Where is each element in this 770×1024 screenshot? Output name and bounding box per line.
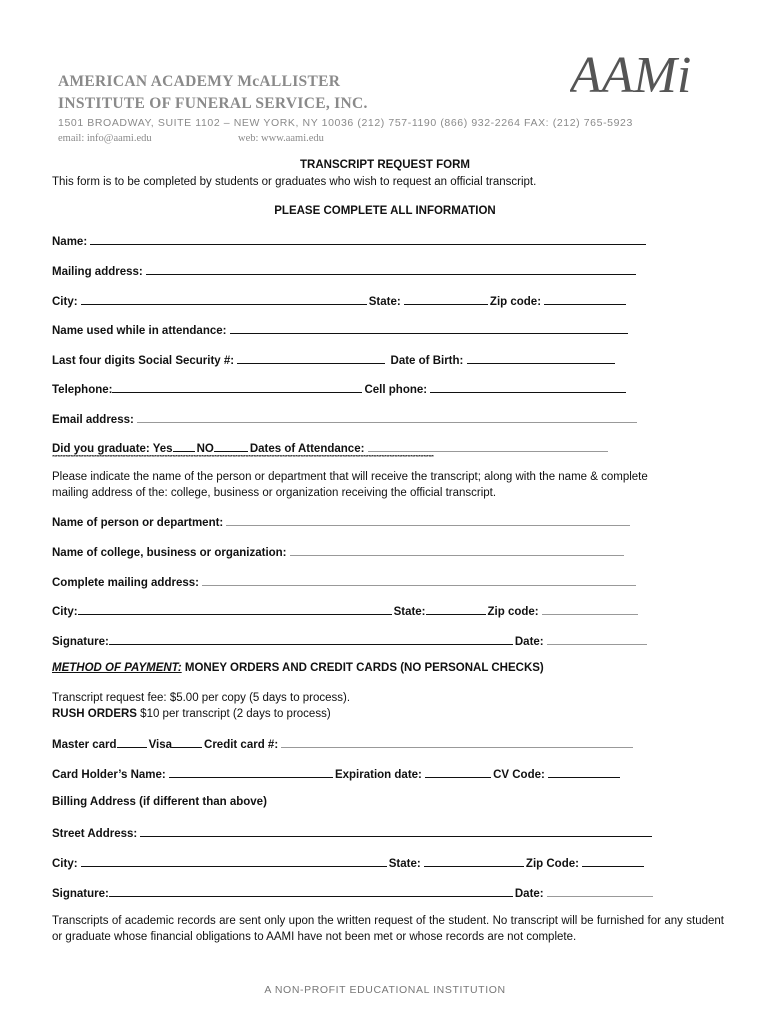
street-line[interactable] xyxy=(140,825,652,837)
cell-line[interactable] xyxy=(430,381,626,393)
billing-signature-row xyxy=(52,885,652,900)
mailing-address-line[interactable] xyxy=(146,263,636,275)
dates-label: Dates of Attendance: xyxy=(249,443,365,455)
logo-text: AAMi xyxy=(570,47,692,104)
email-line[interactable] xyxy=(137,411,637,423)
dob-label: Date of Birth: xyxy=(390,355,464,367)
telephone-row xyxy=(52,381,652,396)
recipient-person-line[interactable] xyxy=(226,514,630,526)
cell-label: Cell phone: xyxy=(364,384,428,396)
billing-zip-label: Zip Code: xyxy=(525,858,579,870)
no-label: NO xyxy=(196,443,214,455)
visa-line[interactable] xyxy=(172,736,202,748)
recipient-mailing-line[interactable] xyxy=(202,574,636,586)
billing-state-line[interactable] xyxy=(424,855,524,867)
ssn-line[interactable] xyxy=(237,352,385,364)
graduate-label: Did you graduate: Yes xyxy=(52,443,173,455)
form-title: TRANSCRIPT REQUEST FORM xyxy=(300,159,470,171)
org-name-line1: AMERICAN ACADEMY McALLISTER xyxy=(58,73,341,90)
recipient-zip-label: Zip code: xyxy=(487,606,539,618)
visa-label: Visa xyxy=(148,739,173,751)
billing-signature-line[interactable] xyxy=(109,885,513,897)
rush-text: $10 per transcript (2 days to process) xyxy=(136,708,331,720)
recipient-signature-label: Signature: xyxy=(52,636,109,648)
zip-label: Zip code: xyxy=(489,296,542,308)
recipient-mailing-row xyxy=(52,574,652,589)
org-email: email: info@aami.edu xyxy=(58,133,152,144)
billing-heading: Billing Address (if different than above) xyxy=(52,796,267,808)
mailing-address-row xyxy=(52,263,652,278)
dates-line[interactable] xyxy=(368,440,608,452)
expiration-label: Expiration date: xyxy=(334,769,422,781)
telephone-line[interactable] xyxy=(112,381,362,393)
name-attendance-line[interactable] xyxy=(230,322,628,334)
recipient-person-row xyxy=(52,514,652,529)
recipient-signature-line[interactable] xyxy=(109,633,513,645)
org-name-line2: INSTITUTE OF FUNERAL SERVICE, INC. xyxy=(58,95,368,112)
recipient-signature-row xyxy=(52,633,652,648)
card-holder-row xyxy=(52,766,652,781)
billing-date-line[interactable] xyxy=(547,885,653,897)
card-holder-label: Card Holder’s Name: xyxy=(52,769,166,781)
email-label: Email address: xyxy=(52,414,134,426)
recipient-state-label: State: xyxy=(393,606,426,618)
recipient-person-label: Name of person or department: xyxy=(52,517,224,529)
mastercard-line[interactable] xyxy=(117,736,147,748)
billing-city-line[interactable] xyxy=(81,855,387,867)
recipient-city-line[interactable] xyxy=(78,603,392,615)
cv-label: CV Code: xyxy=(493,769,545,781)
billing-signature-label: Signature: xyxy=(52,888,109,900)
recipient-city-label: City: xyxy=(52,606,78,618)
name-attendance-row xyxy=(52,322,652,337)
aami-logo xyxy=(570,42,702,106)
cv-line[interactable] xyxy=(548,766,620,778)
mastercard-label: Master card xyxy=(52,739,117,751)
recipient-org-label: Name of college, business or organization: xyxy=(52,547,287,559)
expiration-line[interactable] xyxy=(425,766,491,778)
street-row xyxy=(52,825,652,840)
name-line[interactable] xyxy=(90,233,646,245)
state-label: State: xyxy=(368,296,401,308)
recipient-zip-line[interactable] xyxy=(542,603,638,615)
form-intro: This form is to be completed by students or graduates who wish to request an official transcript. xyxy=(52,176,537,188)
city-label: City: xyxy=(52,296,78,308)
section-heading: PLEASE COMPLETE ALL INFORMATION xyxy=(274,205,496,217)
dob-line[interactable] xyxy=(467,352,615,364)
billing-date-label: Date: xyxy=(514,888,544,900)
card-type-row xyxy=(52,736,652,751)
payment-method-text: MONEY ORDERS AND CREDIT CARDS (NO PERSONAL CHECKS) xyxy=(181,662,544,674)
footer-text: A NON-PROFIT EDUCATIONAL INSTITUTION xyxy=(264,984,506,996)
state-line[interactable] xyxy=(404,293,488,305)
rush-label: RUSH ORDERS xyxy=(52,708,137,720)
card-holder-line[interactable] xyxy=(169,766,333,778)
street-label: Street Address: xyxy=(52,828,138,840)
billing-state-label: State: xyxy=(388,858,421,870)
name-label: Name: xyxy=(52,236,88,248)
yes-line[interactable] xyxy=(173,440,195,452)
city-state-zip-row xyxy=(52,293,652,308)
recipient-org-row xyxy=(52,544,652,559)
graduate-row xyxy=(52,440,652,455)
org-web: web: www.aami.edu xyxy=(238,133,324,144)
city-line[interactable] xyxy=(81,293,367,305)
mailing-address-label: Mailing address: xyxy=(52,266,143,278)
recipient-city-row xyxy=(52,603,652,618)
name-attendance-label: Name used while in attendance: xyxy=(52,325,227,337)
email-row xyxy=(52,411,652,426)
credit-card-line[interactable] xyxy=(281,736,633,748)
fee-line: Transcript request fee: $5.00 per copy (5 days to process). xyxy=(52,692,351,704)
no-line[interactable] xyxy=(214,440,248,452)
zip-line[interactable] xyxy=(544,293,626,305)
credit-card-label: Credit card #: xyxy=(204,739,279,751)
billing-zip-line[interactable] xyxy=(582,855,644,867)
payment-method-label: METHOD OF PAYMENT: xyxy=(52,662,182,674)
ssn-dob-row xyxy=(52,352,652,367)
recipient-instructions: Please indicate the name of the person or department that will receive the transcript; along with the name & complete mailing address of the: college, business or organization receiving the official transcript. xyxy=(52,471,648,499)
recipient-org-line[interactable] xyxy=(290,544,624,556)
final-note: Transcripts of academic records are sent only upon the written request of the student. No transcript will be furnished for any student or graduate whose financial obligations to AAMI have not been met or whose records are not complete. xyxy=(52,915,724,943)
separator-stars: ************************************************************************************************************************************************** xyxy=(52,455,434,460)
payment-method-heading xyxy=(52,662,544,674)
recipient-state-line[interactable] xyxy=(426,603,486,615)
telephone-label: Telephone: xyxy=(52,384,113,396)
org-address: 1501 BROADWAY, SUITE 1102 – NEW YORK, NY 10036 (212) 757-1190 (866) 932-2264 FAX: (212) 765-5923 xyxy=(58,117,633,129)
rush-line xyxy=(52,708,331,720)
recipient-mailing-label: Complete mailing address: xyxy=(52,577,199,589)
name-field-row xyxy=(52,233,652,248)
recipient-date-label: Date: xyxy=(514,636,544,648)
recipient-date-line[interactable] xyxy=(547,633,647,645)
billing-city-label: City: xyxy=(52,858,78,870)
ssn-label: Last four digits Social Security #: xyxy=(52,355,235,367)
billing-city-row xyxy=(52,855,652,870)
